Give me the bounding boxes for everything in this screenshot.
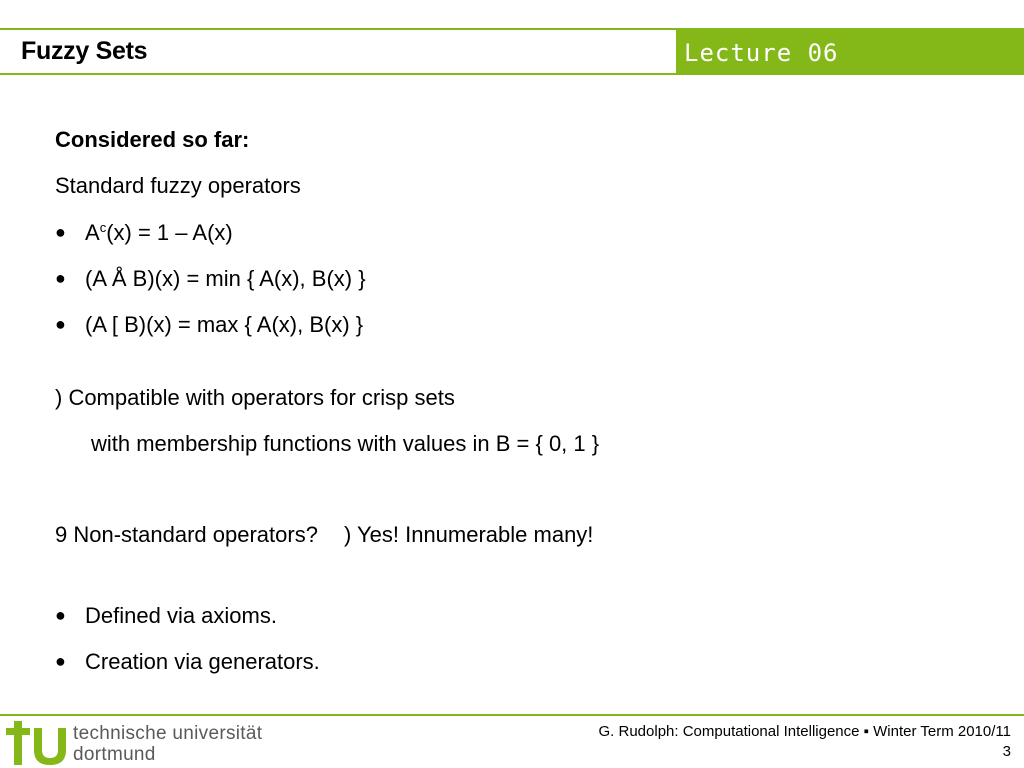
bullet-icon: ● [55,314,66,334]
bullet-intersection [55,265,366,292]
university-name [73,723,262,765]
answer-text: ) Yes! Innumerable many! [343,522,594,547]
header-bottom-rule [0,73,676,75]
university-line-1: technische universität [73,723,263,744]
section-heading: Considered so far: [55,127,250,152]
compatibility-indent-line: with membership functions with values in B = { 0, 1 } [91,431,600,456]
question-line [55,522,593,548]
page-number: 3 [1002,743,1011,760]
university-line-2: dortmund [73,744,156,765]
bullet-complement [55,219,233,246]
bullet-icon: ● [55,605,66,625]
bullet-icon: ● [55,651,66,671]
complement-superscript: c [99,220,107,235]
complement-base: A [85,220,100,245]
slide-title: Fuzzy Sets [21,37,148,65]
footer-rule [0,714,1024,716]
intersection-formula: (A Å B)(x) = min { A(x), B(x) } [85,266,366,291]
generators-text: Creation via generators. [85,649,320,674]
tu-logo-icon [4,718,66,766]
lecture-badge [676,30,1024,75]
question-text: 9 Non-standard operators? [55,522,318,547]
lecture-label: Lecture 06 [684,39,839,67]
bullet-union [55,311,363,338]
compatibility-line: ) Compatible with operators for crisp sets [55,385,455,410]
bullet-icon: ● [55,222,66,242]
bullet-icon: ● [55,268,66,288]
intro-text: Standard fuzzy operators [55,173,301,198]
complement-formula: (x) = 1 – A(x) [106,220,233,245]
bullet-generators [55,648,320,675]
union-formula: (A [ B)(x) = max { A(x), B(x) } [85,312,364,337]
axioms-text: Defined via axioms. [85,603,277,628]
bullet-axioms [55,602,277,629]
footer-credit: G. Rudolph: Computational Intelligence ▪ Winter Term 2010/11 [598,723,1011,740]
